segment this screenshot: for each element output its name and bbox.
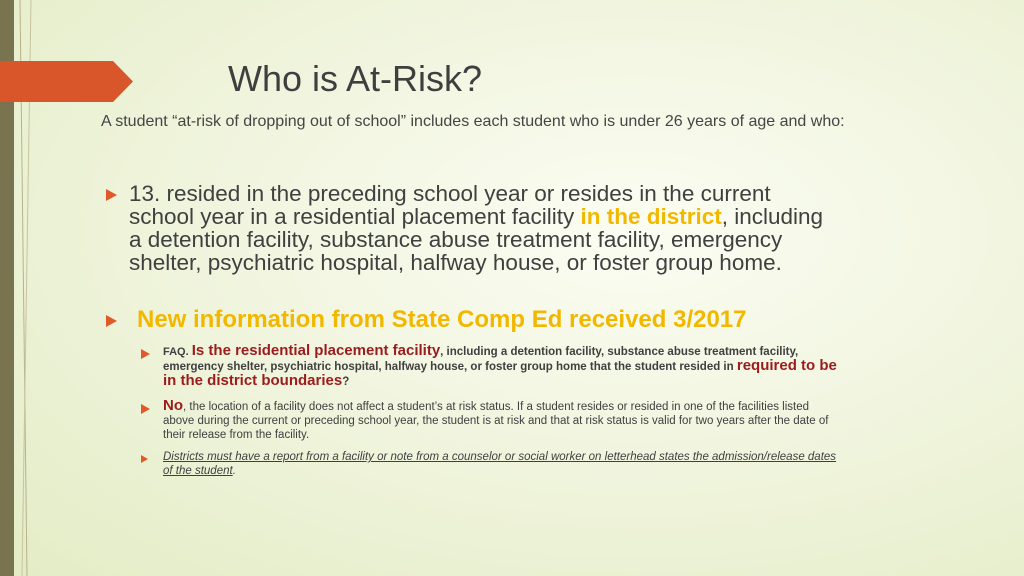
arrow-flag-icon: [0, 61, 133, 102]
faq-text: [163, 344, 841, 389]
faq-label: FAQ.: [163, 346, 192, 358]
requirement-text: [163, 450, 841, 478]
answer-text: [163, 399, 841, 442]
right-arrow-icon: [106, 315, 117, 327]
slide-title: Who is At-Risk?: [228, 58, 483, 99]
faq-question-emphasis: Is the residential placement facility: [191, 342, 441, 359]
highlight-in-the-district: in the district: [580, 204, 722, 229]
answer-body: , the location of a facility does not affect a student’s at risk status. If a student resides or resided in one of the facilities listed above during the current or preceding school year, the student is at risk and that at risk status is valid for two years after the date of their release from the facility.: [163, 401, 829, 441]
faq-question-emphasis: required to be in the district boundaries: [163, 357, 837, 389]
bullet-text-part: , including a detention facility, substance abuse treatment facility, emergency shelter, psychiatric hospital, halfway house, or foster group home.: [129, 204, 824, 275]
right-arrow-icon: [141, 404, 150, 414]
faq-question-text: , including a detention facility, substance abuse treatment facility, emergency shelter, psychiatric hospital, halfway house, or foster group home that the student resided in: [163, 346, 799, 373]
requirement-body: Districts must have a report from a facility or note from a counselor or social worker on letterhead states the admission/release dates of the student: [163, 451, 837, 477]
bullet-text: [129, 182, 836, 274]
sub-bullet-faq: [141, 344, 841, 389]
intro-text: A student “at-risk of dropping out of school” includes each student who is under 26 years of age and who:: [101, 113, 845, 130]
right-arrow-icon: [141, 455, 148, 463]
bullet-item-13: [106, 182, 836, 274]
bullet-text-part: 13. resided in the preceding school year or resides in the current school year in a residential placement facility: [129, 181, 771, 229]
sub-bullet-answer: [141, 399, 841, 442]
bullet-item-new-information: [106, 306, 866, 334]
right-arrow-icon: [106, 189, 117, 201]
new-information-heading: New information from State Comp Ed received 3/2017: [137, 306, 747, 333]
right-arrow-icon: [141, 349, 150, 359]
faq-question-mark: ?: [342, 376, 350, 388]
requirement-period: .: [232, 465, 236, 477]
sub-bullet-requirement: [141, 450, 841, 478]
answer-no: No: [163, 397, 183, 414]
